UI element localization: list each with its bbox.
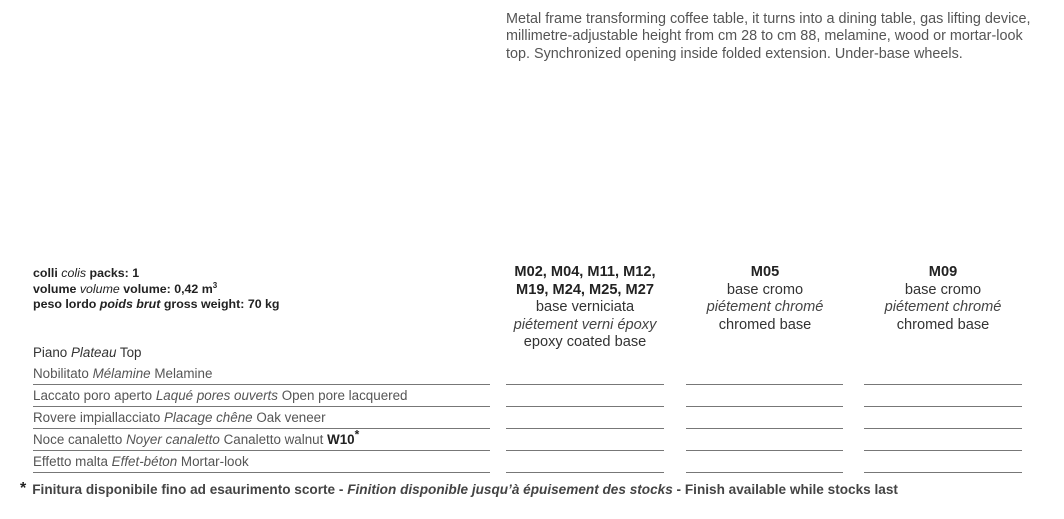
fill-line [686,472,843,473]
column-code-line1: M09 [928,264,958,280]
product-description: Metal frame transforming coffee table, it turns into a dining table, gas lifting device, millimetre-adjustable height from cm 28 to cm 88, melamine, wood or mortar-look top. Synchronized opening inside folded extension. Under-base wheels. [506,11,1031,62]
weight-label-fr: poids brut [99,297,161,311]
weight-value: gross weight: 70 kg [163,297,280,311]
row-label [33,366,212,381]
row-label-it: Effetto malta [33,454,108,469]
table-row [0,407,1064,429]
footnote-separator: - [672,482,685,497]
table-row [0,451,1064,473]
finish-code: W10 [327,432,355,447]
footnote-marker: * [354,427,360,442]
finish-column-m05 [686,264,844,334]
packs-value: packs: 1 [89,266,140,280]
top-header [33,345,141,360]
row-label-en: Melamine [154,366,213,381]
footnote-separator: - [335,482,348,497]
footnote [20,482,898,500]
column-label-it: base cromo [904,281,982,298]
row-label [33,427,360,447]
row-label-en: Canaletto walnut [223,432,324,447]
packs-line [33,266,280,282]
row-label-it: Noce canaletto [33,432,123,447]
footnote-fr: Finition disponible jusqu’à épuisement des stocks [347,482,673,497]
column-label-en: chromed base [718,316,812,333]
column-label-en: chromed base [896,316,990,333]
volume-value: volume: 0,42 m [123,281,213,296]
table-row [0,429,1064,451]
footnote-star: * [20,480,27,497]
column-label-fr: piétement chromé [884,299,1002,316]
volume-label-it: volume [33,281,77,296]
fill-line [506,472,664,473]
row-label-fr: Placage chêne [164,410,253,425]
finish-column-epoxy [506,264,664,352]
volume-line [33,282,280,298]
row-label-fr: Mélamine [92,366,151,381]
packs-label-it: colli [33,266,58,280]
footnote-it: Finitura disponibile fino ad esaurimento scorte [32,482,336,497]
row-label [33,410,326,425]
weight-label-it: peso lordo [33,297,97,311]
volume-label-fr: volume [79,281,120,296]
fill-line [864,472,1022,473]
row-label-en: Open pore lacquered [281,388,408,403]
footnote-en: Finish available while stocks last [684,482,898,497]
weight-line [33,297,280,313]
column-label-it: base verniciata [535,299,635,316]
finish-column-m09 [864,264,1022,334]
column-label-fr: piétement chromé [706,299,824,316]
table-row [0,363,1064,385]
top-header-en: Top [119,345,142,360]
row-label-it: Rovere impiallacciato [33,410,161,425]
column-code-line1: M02, M04, M11, M12, [514,264,656,280]
row-label-fr: Effet-béton [111,454,178,469]
row-label-fr: Laqué pores ouverts [155,388,278,403]
table-row [0,385,1064,407]
row-label-en: Oak veneer [256,410,326,425]
row-label-fr: Noyer canaletto [126,432,220,447]
column-code-line1: M05 [750,264,780,280]
packs-label-fr: colis [61,266,87,280]
packing-info [33,266,280,313]
row-label-en: Mortar-look [180,454,249,469]
column-label-it: base cromo [726,281,804,298]
row-label-it: Laccato poro aperto [33,388,153,403]
row-label [33,388,408,403]
top-header-it: Piano [33,345,68,360]
row-label-it: Nobilitato [33,366,89,381]
top-header-fr: Plateau [70,345,117,360]
column-label-en: epoxy coated base [523,334,647,351]
column-label-fr: piétement verni époxy [513,316,657,333]
volume-unit-exponent: 3 [212,280,218,290]
row-label [33,454,249,469]
column-code-line2: M19, M24, M25, M27 [516,281,654,298]
row-rule [33,472,490,473]
